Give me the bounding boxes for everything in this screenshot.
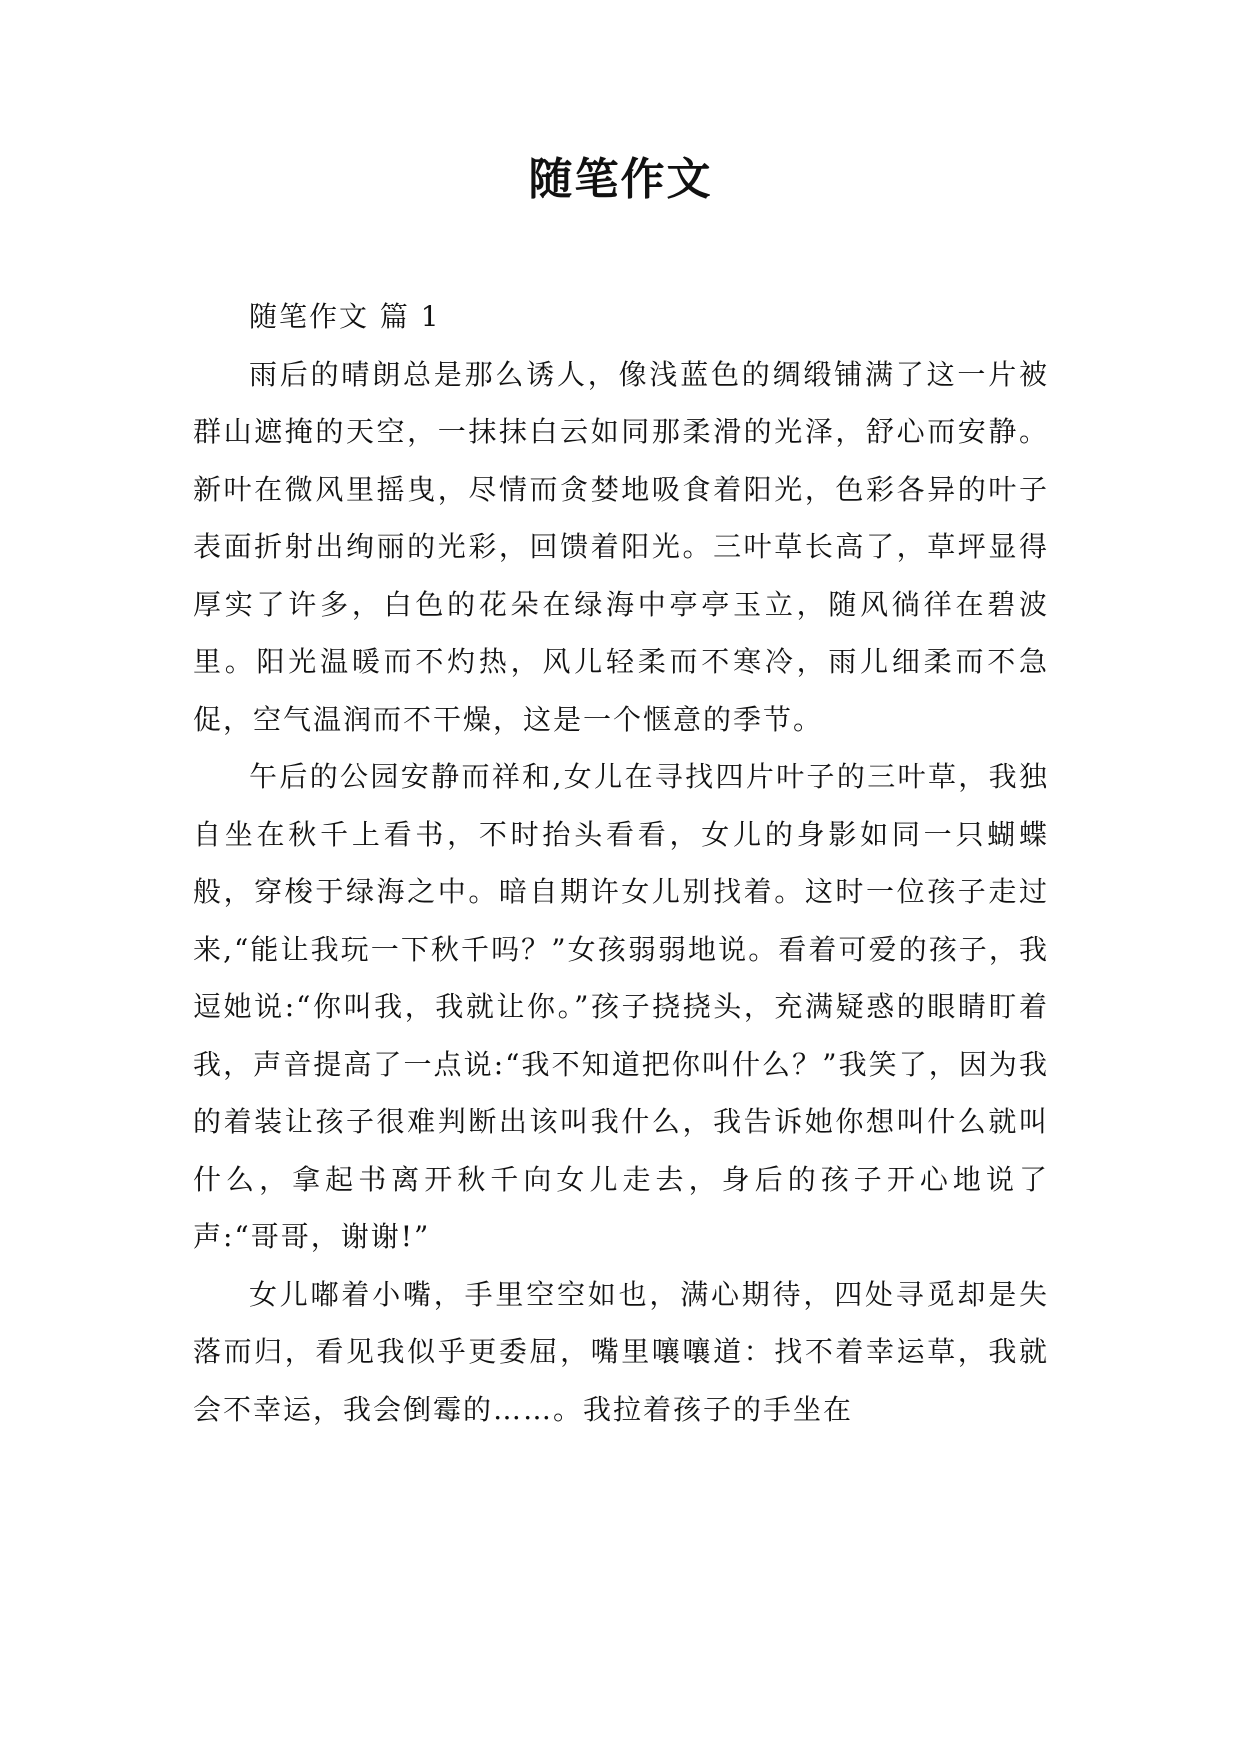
paragraph: 雨后的晴朗总是那么诱人，像浅蓝色的绸缎铺满了这一片被群山遮掩的天空，一抹抹白云如同那柔滑的光泽，舒心而安静。新叶在微风里摇曳，尽情而贪婪地吸食着阳光，色彩各异的叶子表面折射出绚丽的光彩，回馈着阳光。三叶草长高了，草坪显得厚实了许多，白色的花朵在绿海中亭亭玉立，随风徜徉在碧波里。阳光温暖而不灼热，风儿轻柔而不寒冷，雨儿细柔而不急促，空气温润而不干燥，这是一个惬意的季节。 (193, 357, 1049, 736)
paragraph: 女儿嘟着小嘴，手里空空如也，满心期待，四处寻觅却是失落而归，看见我似乎更委屈，嘴里嚷嚷道：找不着幸运草，我就会不幸运，我会倒霉的……。我拉着孩子的手坐在 (193, 1277, 1049, 1426)
section-heading: 随笔作文 篇 1 (249, 300, 441, 333)
paragraph: 午后的公园安静而祥和,女儿在寻找四片叶子的三叶草，我独自坐在秋千上看书，不时抬头看看，女儿的身影如同一只蝴蝶般，穿梭于绿海之中。暗自期许女儿别找着。这时一位孩子走过来,“能让我玩一下秋千吗？”女孩弱弱地说。看着可爱的孩子，我逗她说:“你叫我，我就让你。”孩子挠挠头，充满疑惑的眼睛盯着我，声音提高了一点说:“我不知道把你叫什么？”我笑了，因为我的着装让孩子很难判断出该叫我什么，我告诉她你想叫什么就叫什么，拿起书离开秋千向女儿走去，身后的孩子开心地说了声:“哥哥，谢谢!” (193, 760, 1049, 1253)
document-body (193, 288, 1049, 1438)
document-title: 随笔作文 (528, 154, 713, 205)
